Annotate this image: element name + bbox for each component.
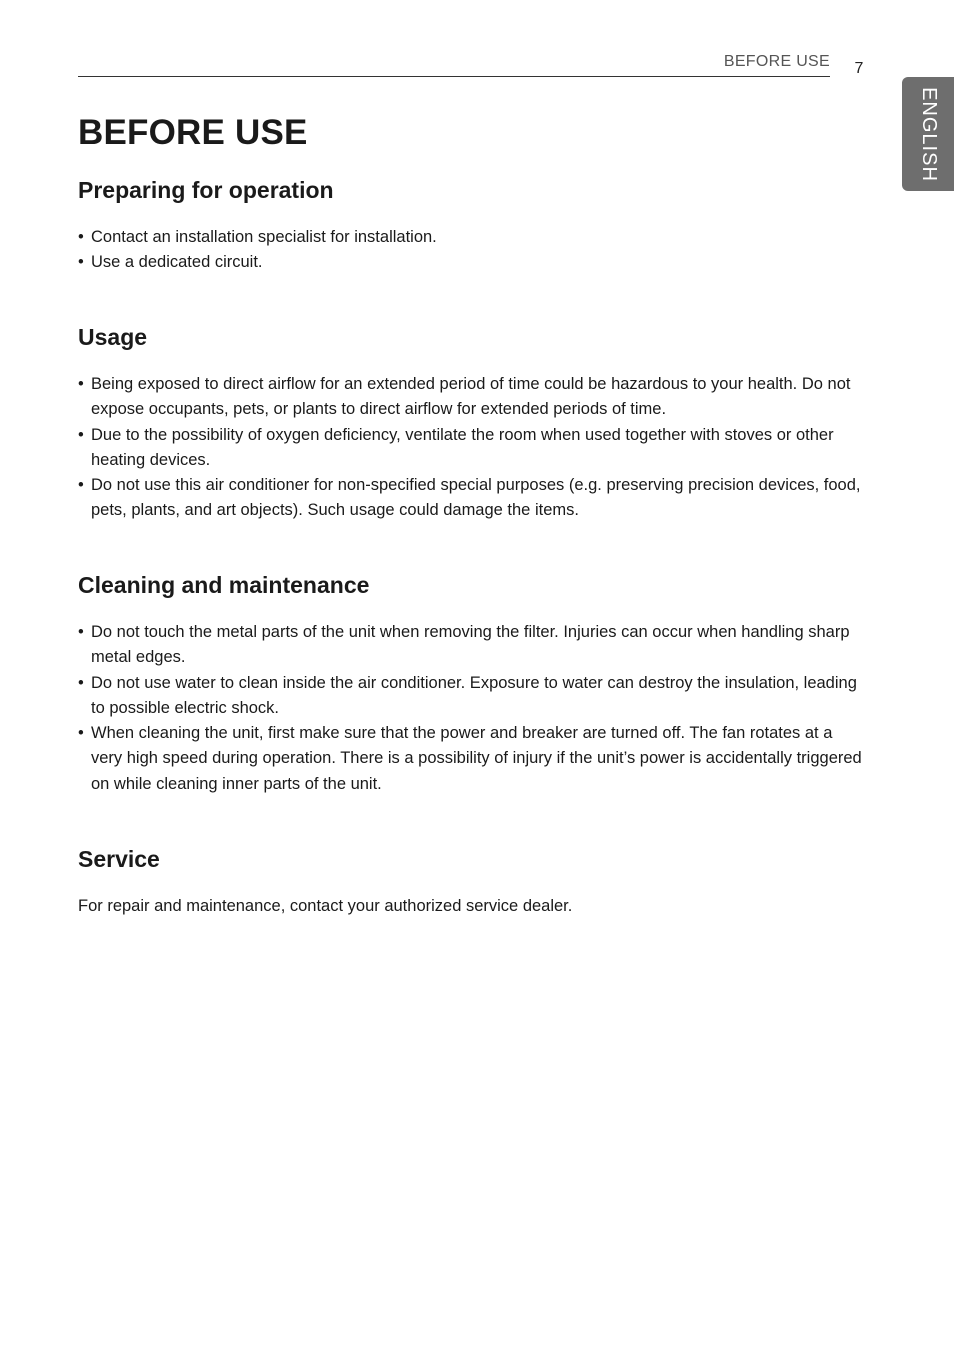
list-item: • Do not use this air conditioner for non-specified special purposes (e.g. preserving precision devices, food, pets, plants, and art objects). Such usage could damage the items. [78,473,868,524]
section-heading-usage: Usage [78,324,148,350]
section-heading-service: Service [78,846,160,872]
bullet-list-cleaning [78,620,868,797]
section-heading-cleaning: Cleaning and maintenance [78,572,370,598]
service-text: For repair and maintenance, contact your authorized service dealer. [78,897,573,915]
header-divider [78,76,830,77]
language-tab [902,77,954,191]
list-item: • Due to the possibility of oxygen deficiency, ventilate the room when used together with stoves or other heating devices. [78,423,868,474]
language-tab-label: ENGLISH [917,86,940,182]
bullet-list-usage [78,372,868,524]
bullet-list-preparing [78,225,868,276]
page-title: BEFORE USE [78,113,308,152]
list-item: • Being exposed to direct airflow for an extended period of time could be hazardous to your health. Do not expose occupants, pets, or plants to direct airflow for extended periods of time. [78,372,868,423]
list-item: • Contact an installation specialist for installation. [78,225,868,250]
page-number: 7 [854,60,864,77]
list-item: • Do not use water to clean inside the air conditioner. Exposure to water can destroy the insulation, leading to possible electric shock. [78,671,868,722]
list-item: • When cleaning the unit, first make sure that the power and breaker are turned off. The fan rotates at a very high speed during operation. There is a possibility of injury if the unit’s power is accidentally triggered on while cleaning inner parts of the unit. [78,721,868,797]
section-heading-preparing: Preparing for operation [78,177,334,203]
list-item: • Do not touch the metal parts of the unit when removing the filter. Injuries can occur when handling sharp metal edges. [78,620,868,671]
header-section-label: BEFORE USE [723,53,830,70]
list-item: • Use a dedicated circuit. [78,250,868,275]
